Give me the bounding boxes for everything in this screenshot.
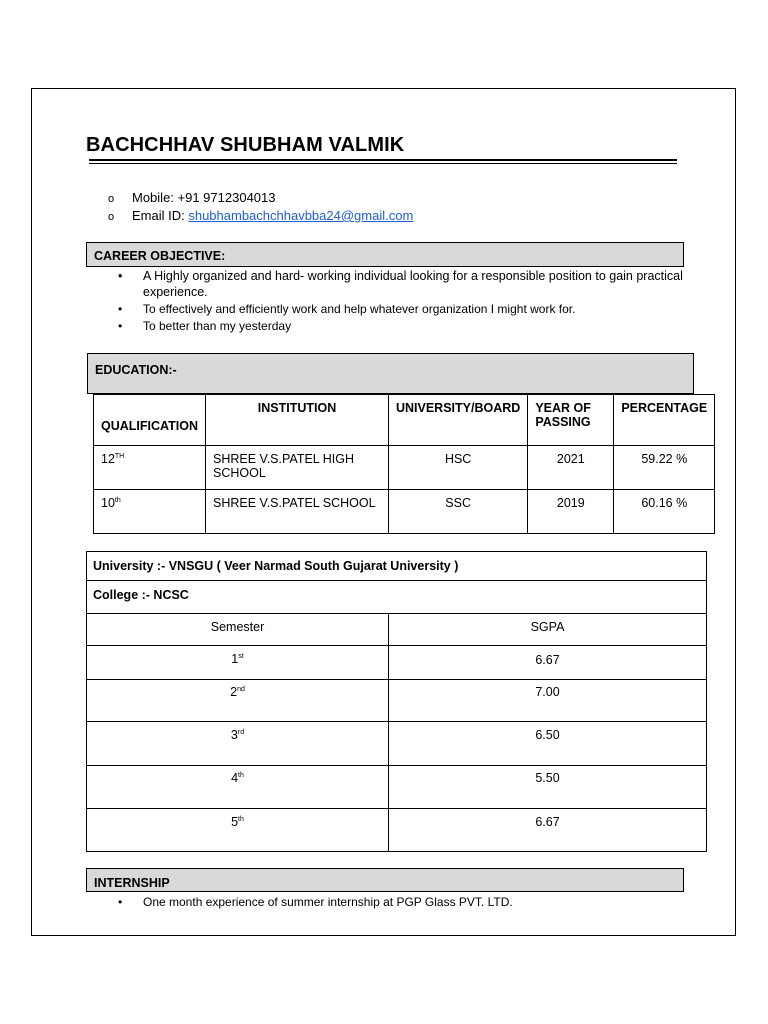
- header-percentage: PERCENTAGE: [614, 395, 715, 446]
- college-row: [87, 581, 707, 614]
- college-cell: College :- NCSC: [87, 581, 707, 614]
- university-table: [86, 551, 707, 852]
- education-table: [93, 394, 715, 534]
- table-header-row: [94, 395, 715, 446]
- semester-cell: 5th: [87, 809, 389, 852]
- semester-cell: 1st: [87, 646, 389, 680]
- contact-email: [108, 208, 413, 223]
- university-row: [87, 552, 707, 581]
- internship-list: [118, 894, 718, 910]
- table-row: [87, 680, 707, 722]
- semester-cell: 4th: [87, 766, 389, 809]
- board-cell: SSC: [388, 490, 527, 534]
- board-cell: HSC: [388, 446, 527, 490]
- email-label: Email ID:: [132, 208, 189, 223]
- bullet-icon: •: [118, 319, 123, 333]
- header-year-of-passing: YEAR OF PASSING: [528, 395, 614, 446]
- institution-cell: SHREE V.S.PATEL SCHOOL: [205, 490, 388, 534]
- resume-name: BACHCHHAV SHUBHAM VALMIK: [86, 134, 405, 156]
- header-sgpa: SGPA: [389, 614, 707, 646]
- circle-bullet-icon: o: [108, 193, 115, 205]
- table-row: [94, 490, 715, 534]
- percentage-cell: 60.16 %: [614, 490, 715, 534]
- semester-cell: 3rd: [87, 722, 389, 766]
- list-item: • One month experience of summer internship at PGP Glass PVT. LTD.: [118, 895, 513, 909]
- name-rule-thick: [89, 159, 677, 161]
- table-row: [87, 646, 707, 680]
- list-item: • To better than my yesterday: [118, 319, 292, 333]
- sgpa-cell: 6.67: [389, 809, 707, 852]
- table-row: [87, 766, 707, 809]
- list-item: • To effectively and efficiently work and help whatever organization I might work for.: [118, 302, 576, 316]
- sgpa-cell: 6.50: [389, 722, 707, 766]
- table-header-row: [87, 614, 707, 646]
- contact-mobile: [108, 190, 275, 205]
- qualification-cell: 10th: [94, 490, 206, 534]
- header-university-board: UNIVERSITY/BOARD: [388, 395, 527, 446]
- mobile-text: Mobile: +91 9712304013: [132, 190, 276, 205]
- email-link[interactable]: shubhambachchhavbba24@gmail.com: [188, 208, 414, 223]
- sgpa-cell: 7.00: [389, 680, 707, 722]
- sgpa-cell: 6.67: [389, 646, 707, 680]
- year-cell: 2019: [528, 490, 614, 534]
- education-heading: EDUCATION:-: [87, 353, 694, 394]
- header-semester: Semester: [87, 614, 389, 646]
- university-cell: University :- VNSGU ( Veer Narmad South Gujarat University ): [87, 552, 707, 581]
- career-objective-list: [118, 268, 718, 334]
- table-row: [94, 446, 715, 490]
- internship-heading: INTERNSHIP: [86, 868, 684, 892]
- name-rule-thin: [89, 163, 677, 164]
- qualification-cell: 12TH: [94, 446, 206, 490]
- header-institution: INSTITUTION: [205, 395, 388, 446]
- bullet-icon: •: [118, 269, 123, 283]
- bullet-icon: •: [118, 302, 123, 316]
- list-item: • A Highly organized and hard- working individual looking for a responsible position to gain practical experience.: [118, 269, 683, 299]
- institution-cell: SHREE V.S.PATEL HIGH SCHOOL: [205, 446, 388, 490]
- circle-bullet-icon: o: [108, 211, 115, 223]
- table-row: [87, 722, 707, 766]
- header-qualification: QUALIFICATION: [94, 395, 206, 446]
- sgpa-cell: 5.50: [389, 766, 707, 809]
- semester-cell: 2nd: [87, 680, 389, 722]
- percentage-cell: 59.22 %: [614, 446, 715, 490]
- year-cell: 2021: [528, 446, 614, 490]
- bullet-icon: •: [118, 895, 123, 909]
- career-objective-heading: CAREER OBJECTIVE:: [86, 242, 684, 267]
- table-row: [87, 809, 707, 852]
